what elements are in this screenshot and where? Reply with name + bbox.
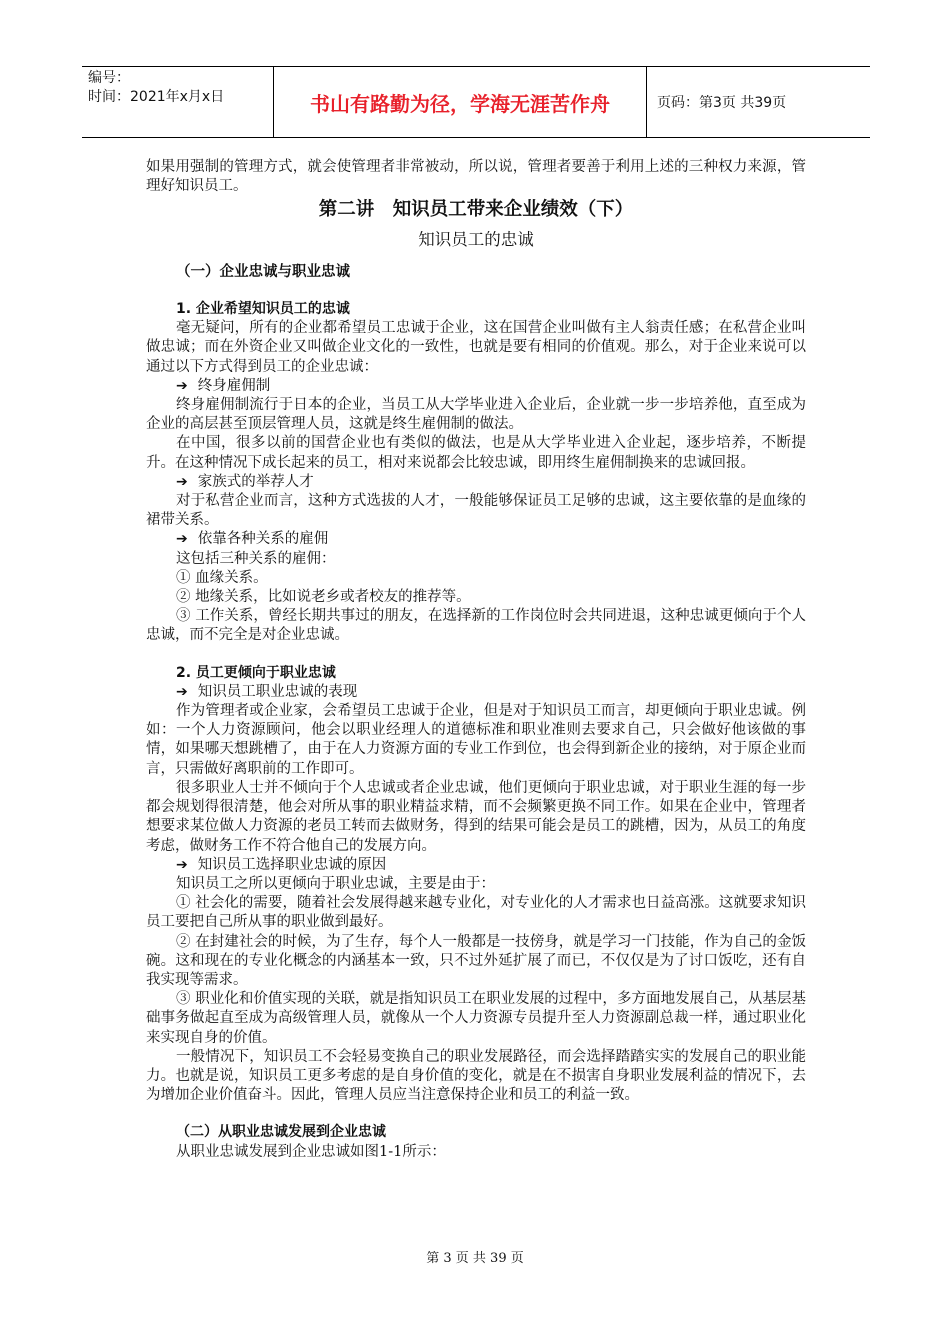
list-item: ① 社会化的需要，随着社会发展得越来越专业化，对专业化的人才需求也日益高涨。这就要求知识员工要把自己所从事的职业做到最好。: [146, 895, 806, 931]
list-item: ① 血缘关系。: [176, 569, 268, 586]
list-item: ③ 职业化和价值实现的关联，就是指知识员工在职业发展的过程中，多方面地发展自己，从基层基础事务做起直至成为高级管理人员，就像从一个人力资源专员提升至人力资源副总裁一样，通过职业化来实现自身的价值。: [146, 991, 806, 1046]
bullet-text: 知识员工选择职业忠诚的原因: [197, 856, 387, 873]
section-subtitle: 知识员工的忠诚: [418, 229, 534, 249]
bullet-item: [176, 473, 806, 492]
header-page-info: 页码：第3页 共39页: [657, 95, 787, 111]
subsection-heading-1: 1. 企业希望知识员工的忠诚: [176, 301, 350, 318]
paragraph: 这包括三种关系的雇佣：: [176, 550, 336, 567]
document-number-label: 编号：: [88, 70, 130, 86]
document-body: [146, 158, 806, 1162]
bullet-item: [176, 530, 806, 549]
intro-paragraph: 如果用强制的管理方式，就会使管理者非常被动，所以说，管理者要善于利用上述的三种权力来源，管理好知识员工。: [146, 159, 806, 195]
paragraph: 很多职业人士并不倾向于个人忠诚或者企业忠诚，他们更倾向于职业忠诚，对于职业生涯的每一步都会规划得很清楚，他会对所从事的职业精益求精，而不会频繁更换不同工作。如果在企业中，管理者想要求某位做人力资源的老员工转而去做财务，得到的结果可能会是员工的跳槽，因为，从员工的角度考虑，做财务工作不符合他自己的发展方向。: [146, 779, 806, 854]
section-heading-1: （一）企业忠诚与职业忠诚: [176, 263, 350, 280]
bullet-item: [176, 377, 806, 396]
header-meta: [82, 67, 274, 137]
bullet-item: [176, 683, 806, 702]
document-date: 时间：2021年x月x日: [88, 89, 225, 105]
arrow-icon: ➔: [176, 473, 188, 490]
arrow-icon: ➔: [176, 856, 188, 873]
arrow-icon: ➔: [176, 531, 188, 548]
bullet-text: 知识员工职业忠诚的表现: [197, 683, 358, 700]
bullet-text: 家族式的举荐人才: [197, 473, 314, 490]
arrow-icon: ➔: [176, 377, 188, 394]
arrow-icon: ➔: [176, 683, 188, 700]
paragraph: 作为管理者或企业家，会希望员工忠诚于企业，但是对于知识员工而言，却更倾向于职业忠诚。例如：一个人力资源顾问，他会以职业经理人的道德标准和职业准则去要求自己，只会做好他该做的事情，如果哪天想跳槽了，由于在人力资源方面的专业工作到位，也会得到新企业的接纳，对于原企业而言，只需做好离职前的工作即可。: [146, 703, 806, 777]
paragraph: 知识员工之所以更倾向于职业忠诚，主要是由于：: [176, 875, 495, 892]
paragraph: 对于私营企业而言，这种方式选拔的人才，一般能够保证员工足够的忠诚，这主要依靠的是血缘的裙带关系。: [146, 493, 806, 529]
bullet-item: [176, 856, 806, 875]
page-header: [82, 66, 870, 138]
list-item: ② 在封建社会的时候，为了生存，每个人一般都是一技傍身，就是学习一门技能，作为自己的金饭碗。这和现在的专业化概念的内涵基本一致，只不过外延扩展了而已，不仅仅是为了讨口饭吃，还有自我实现等需求。: [146, 933, 806, 988]
bullet-text: 终身雇佣制: [197, 377, 271, 394]
paragraph: 从职业忠诚发展到企业忠诚如图1-1所示：: [176, 1143, 446, 1160]
subsection-heading-2: 2. 员工更倾向于职业忠诚: [176, 664, 336, 681]
bullet-text: 依靠各种关系的雇佣: [197, 531, 329, 548]
list-item: ② 地缘关系，比如说老乡或者校友的推荐等。: [176, 589, 471, 606]
paragraph: 在中国，很多以前的国营企业也有类似的做法，也是从大学毕业进入企业起，逐步培养，不断提升。在这种情况下成长起来的员工，相对来说都会比较忠诚，即用终生雇佣制换来的忠诚回报。: [146, 435, 806, 471]
paragraph: 终身雇佣制流行于日本的企业，当员工从大学毕业进入企业后，企业就一步一步培养他，直至成为企业的高层甚至顶层管理人员，这就是终生雇佣制的做法。: [146, 397, 806, 433]
list-item: ③ 工作关系，曾经长期共事过的朋友，在选择新的工作岗位时会共同进退，这种忠诚更倾向于个人忠诚，而不完全是对企业忠诚。: [146, 608, 806, 644]
section-heading-2: （二）从职业忠诚发展到企业忠诚: [176, 1124, 386, 1141]
header-motto: 书山有路勤为径，学海无涯苦作舟: [274, 67, 647, 137]
paragraph: 一般情况下，知识员工不会轻易变换自己的职业发展路径，而会选择踏踏实实的发展自己的职业能力。也就是说，知识员工更多考虑的是自身价值的变化，就是在不损害自身职业发展利益的情况下，去为增加企业价值奋斗。因此，管理人员应当注意保持企业和员工的利益一致。: [146, 1048, 806, 1104]
page-footer: 第 3 页 共 39 页: [426, 1251, 524, 1266]
lecture-title: 第二讲 知识员工带来企业绩效（下）: [318, 199, 634, 221]
paragraph: 毫无疑问，所有的企业都希望员工忠诚于企业，这在国营企业叫做有主人翁责任感；在私营企业叫做忠诚；而在外资企业又叫做企业文化的一致性，也就是要有相同的价值观。那么，对于企业来说可以通过以下方式得到员工的企业忠诚：: [146, 320, 806, 375]
